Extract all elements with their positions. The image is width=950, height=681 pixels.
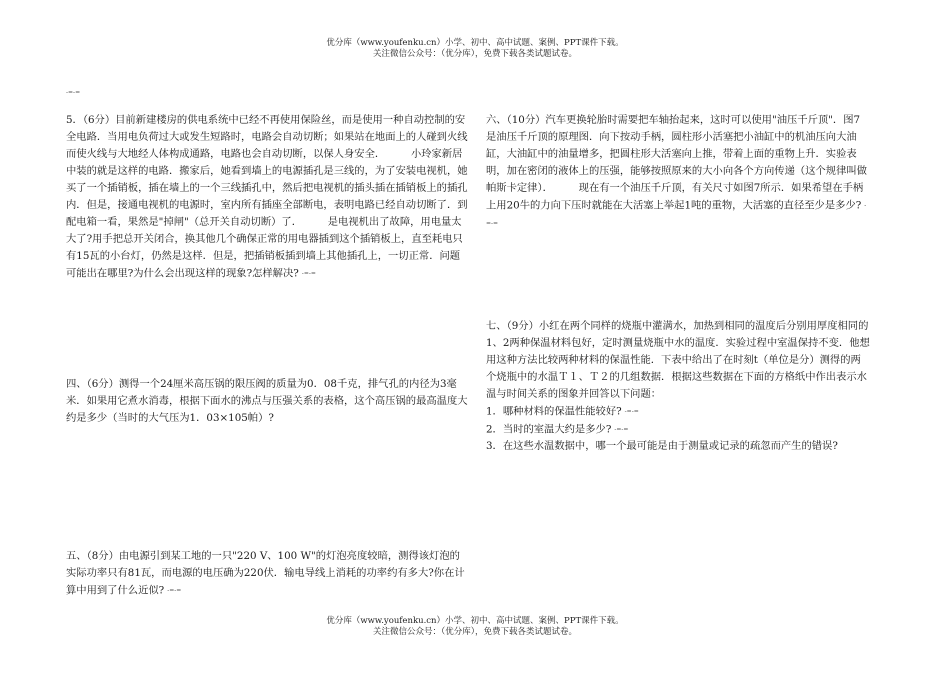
question-7-item-1-mark: -=-= [624,408,639,415]
question-4 [66,376,470,427]
footer-line-2: 关注微信公众号：（优分库），免费下载各类试题试卷。 [372,627,577,637]
question-6 [486,112,870,232]
question-5-text: 5．（6分）目前新建楼房的供电系统中已经不再使用保险丝，而是使用一种自动控制的安全电路．当用电负荷过大或发生短路时，电路会自动切断；如果站在地面上的人碰到火线而使火线与大地经人体构成通路，电路也会自动切断，以保人身安全． 小玲家新居中装的就是这样的电路．搬家后，她看到墙上的电源插孔是三线的，为了安装电视机，她买了一个插销板，插在墙上的一个三线插孔中，然后把电视机的插头插在插销板上的插孔内．但是，接通电视机的电源时，室内所有插座全部断电，表明电路已经自动切断了．到配电箱一看，果然是"掉闸"（总开关自动切断）了． 是电视机出了故障，用电量太大了?用手把总开关闭合，换其他几个确保正常的用电器插到这个插销板上，直至耗电只有15瓦的小台灯，仍然是这样．但是，把插销板插到墙上其他插孔上，一切正常．问题可能出在哪里?为什么会出现这样的现象?怎样解决? [66,114,468,280]
question-5-mark: -=-= [301,270,316,277]
question-5 [66,112,470,283]
question-6-text: 六、（10分）汽车更换轮胎时需要把车轴抬起来，这时可以使用"油压千斤顶"．图7是油压千斤顶的原理图．向下按动手柄，圆柱形小活塞把小油缸中的机油压向大油缸，大油缸中的油量增多，把圆柱形大活塞向上推，带着上面的重物上升．实验表明，加在密闭的液体上的压强，能够按照原来的大小向各个方向传递（这个规律叫做帕斯卡定律）． 现在有一个油压千斤顶，有关尺寸如图7所示．如果希望在手柄上用20牛的力向下压时就能在大活塞上举起1吨的重物，大活塞的直径至少是多少? [486,114,867,212]
page-footer [0,616,950,638]
question-5b-text: 五、（8分）由电源引到某工地的一只"220 V、100 W"的灯泡亮度较暗，测得该灯泡的实际功率只有81瓦，而电源的电压确为220伏．输电导线上消耗的功率约有多大?你在计算中用到了什么近似? [66,550,465,597]
question-7-item-2-mark: -=-= [614,425,629,433]
watermark-mark: -=-= [66,89,81,96]
header-line-1: 优分库（www.youfenku.cn）小学、初中、高中试题、案例、PPT课件下载。 [326,38,624,48]
header-line-2: 关注微信公众号：（优分库），免费下载各类试题试卷。 [372,49,577,59]
page-header [0,38,950,60]
footer-line-1: 优分库（www.youfenku.cn）小学、初中、高中试题、案例、PPT课件下载。 [326,616,624,626]
question-5b [66,548,470,600]
question-7-intro: 七、（9分）小红在两个同样的烧瓶中灌满水，加热到相同的温度后分别用厚度相同的1、2两种保温材料包好，定时测量烧瓶中水的温度．实验过程中室温保持不变．他想用这种方法比较两种材料的保温性能．下表中给出了在时刻t（单位是分）测得的两个烧瓶中的水温Ｔ１、Ｔ２的几组数据．根据这些数据在下面的方格纸中作出表示水温与时间关系的图象并回答以下问题： [486,320,870,400]
question-4-text: 四、（6分）测得一个24厘米高压锅的限压阀的质量为0．08千克，排气孔的内径为3毫米．如果用它煮水消毒，根据下面水的沸点与压强关系的表格，这个高压锅的最高温度大约是多少（当时的大气压为1．03×105帕）? [66,378,468,424]
question-5b-mark: -=-= [167,587,182,594]
question-6-mark: -=-= [486,202,867,227]
question-7-item-1: 1．哪种材料的保温性能较好? [486,405,622,418]
question-7-item-3: 3．在这些水温数据中，哪一个最可能是由于测量或记录的疏忽而产生的错误? [486,440,838,452]
question-7-item-2: 2．当时的室温大约是多少? [486,423,612,435]
question-7 [486,318,870,455]
